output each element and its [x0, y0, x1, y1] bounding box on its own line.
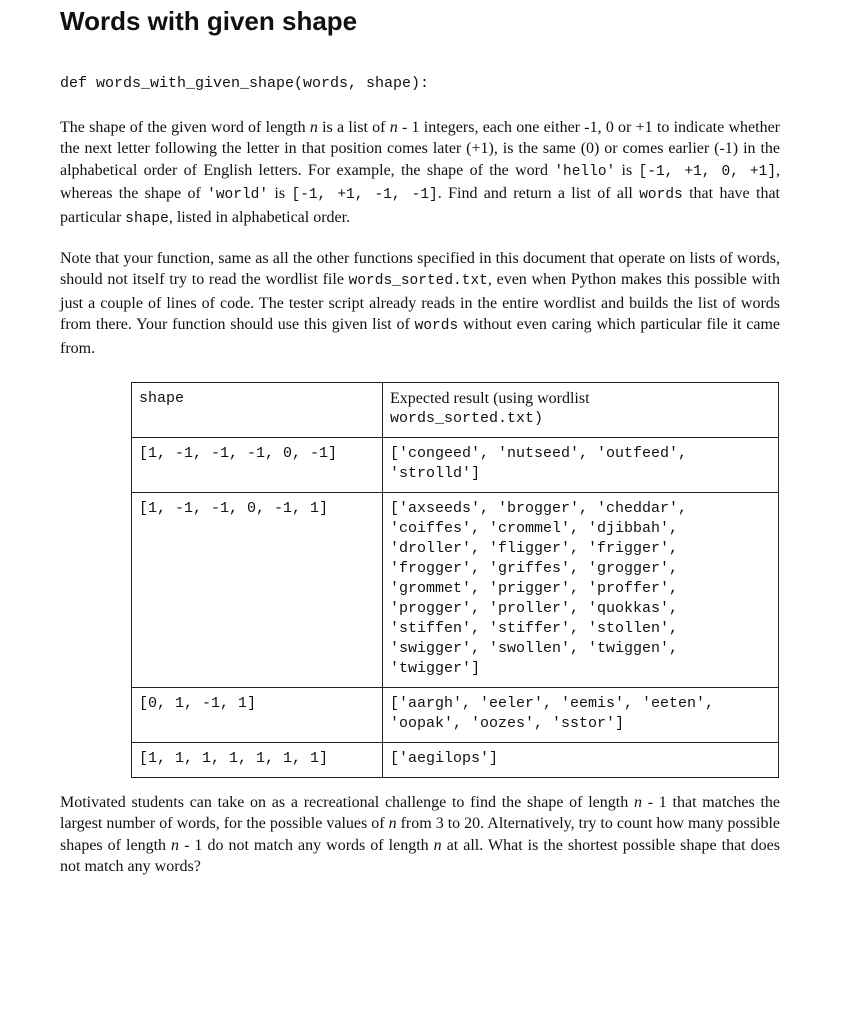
math-var: n	[633, 794, 642, 811]
math-var: n	[388, 815, 397, 833]
inline-code: words	[414, 318, 459, 335]
note-paragraph	[60, 248, 780, 359]
text-run: , whereas the shape of	[60, 161, 781, 203]
table-row	[132, 688, 779, 743]
result-cell: ['aegilops']	[383, 743, 779, 778]
inline-code: shape	[125, 210, 169, 227]
text-run: . Find and return a list of all	[437, 185, 640, 203]
text-run: - 1 do not match any words of length	[179, 836, 434, 854]
text-run: is a list of	[317, 119, 390, 136]
header-expected-result	[383, 383, 779, 438]
text-run: Motivated students can take on as a recreational challenge to find the shape of length	[60, 794, 634, 811]
math-var: n	[389, 119, 398, 136]
inline-code: 'world'	[207, 187, 269, 204]
page-title: Words with given shape	[60, 6, 358, 36]
text-run: , even when Python makes this possible with just a couple of lines of code. The tester script already reads in the entire wordlist and builds the list of words from there. Your function should use this given list of	[60, 271, 780, 334]
challenge-paragraph	[60, 792, 780, 878]
text-run: is	[615, 161, 639, 179]
text-run: , listed in alphabetical order.	[168, 208, 351, 226]
table-row	[132, 743, 779, 778]
shape-cell: [1, 1, 1, 1, 1, 1, 1]	[132, 743, 383, 778]
header-result-code: words_sorted.txt)	[390, 410, 544, 427]
inline-code: [-1, +1, 0, +1]	[638, 163, 777, 180]
inline-code: 'hello'	[554, 163, 616, 180]
text-run: that have that particular	[60, 185, 781, 226]
text-run: without even caring which particular file it came from.	[60, 316, 781, 357]
text-run: from 3 to 20. Alternatively, try to count how many possible shapes of length	[60, 815, 780, 854]
header-shape: shape	[132, 383, 383, 438]
examples-table	[131, 382, 779, 778]
function-signature: def words_with_given_shape(words, shape):	[60, 75, 430, 92]
text-run: - 1 that matches the largest number of words, for the possible values of	[60, 794, 780, 833]
shape-cell: [1, -1, -1, 0, -1, 1]	[132, 493, 383, 688]
inline-code: words	[639, 187, 683, 204]
description-paragraph	[60, 117, 780, 230]
text-run: is	[268, 185, 292, 203]
header-result-text: Expected result (using wordlist	[390, 390, 590, 407]
math-var: n	[433, 836, 442, 854]
shape-cell: [0, 1, -1, 1]	[132, 688, 383, 743]
table-row	[132, 493, 779, 688]
result-cell: ['congeed', 'nutseed', 'outfeed', 'strolld']	[383, 438, 779, 493]
result-cell: ['aargh', 'eeler', 'eemis', 'eeten', 'oopak', 'oozes', 'sstor']	[383, 688, 779, 743]
math-var: n	[309, 119, 318, 136]
text-run: Note that your function, same as all the other functions specified in this document that operate on lists of words, should not itself try to read the wordlist file	[60, 250, 780, 289]
table-header-row	[132, 383, 779, 438]
text-run: - 1 integers, each one either -1, 0 or +1 to indicate whether the next letter following the letter in that position comes later (+1), is the same (0) or comes earlier (-1) in the alphabetical order of English letters. For example, the shape of the word	[60, 119, 780, 179]
result-cell: ['axseeds', 'brogger', 'cheddar', 'coiffes', 'crommel', 'djibbah', 'droller', 'fligger', 'frigger', 'frogger', 'griffes', 'grogger', 'grommet', 'prigger', 'proffer', 'progger', 'proller', 'quokkas', 'stiffen', 'stiffer', 'stollen', 'swigger', 'swollen', 'twiggen', 'twigger']	[383, 493, 779, 688]
inline-code: words_sorted.txt	[348, 273, 488, 290]
shape-cell: [1, -1, -1, -1, 0, -1]	[132, 438, 383, 493]
table-row	[132, 438, 779, 493]
math-var: n	[171, 836, 180, 854]
inline-code: [-1, +1, -1, -1]	[291, 187, 438, 204]
text-run: The shape of the given word of length	[60, 119, 310, 136]
text-run: at all. What is the shortest possible shape that does not match any words?	[60, 836, 780, 876]
